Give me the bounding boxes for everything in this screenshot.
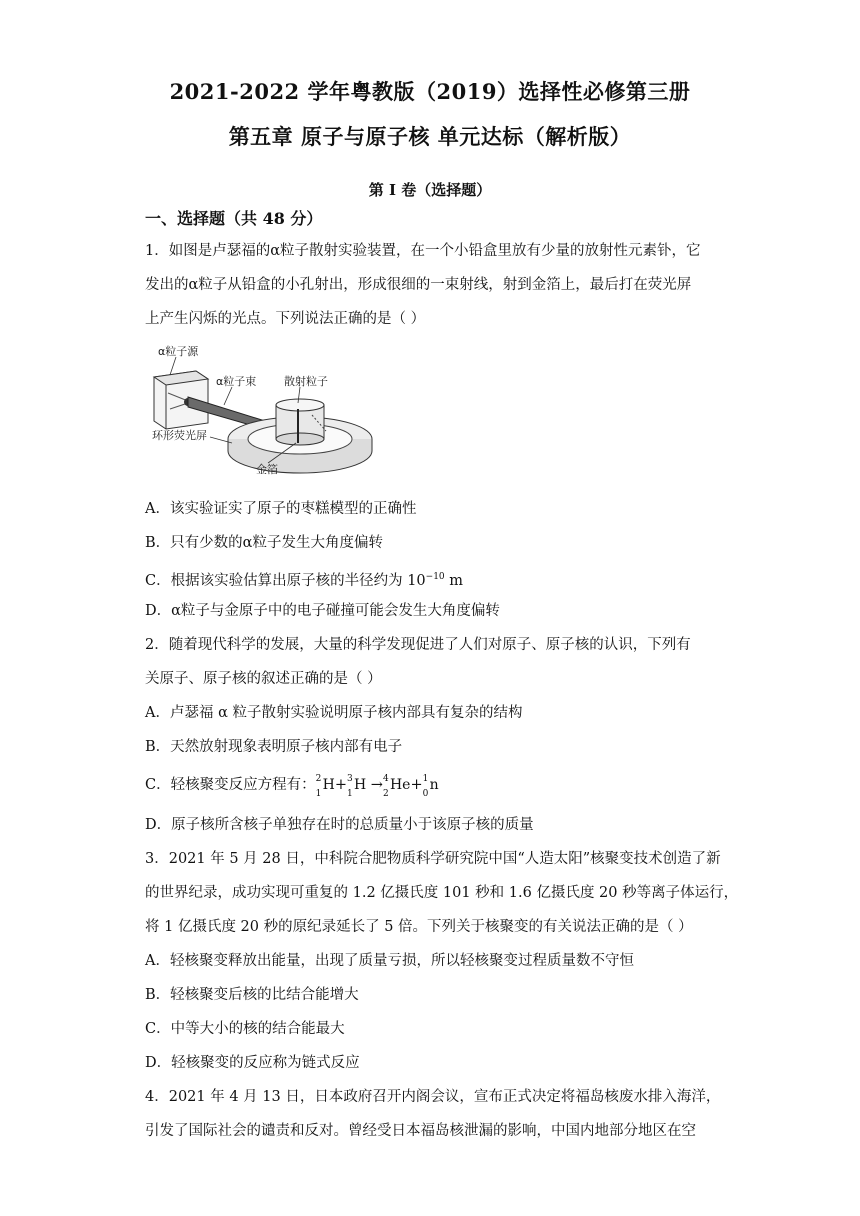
section-heading: 第 I 卷（选择题）: [368, 181, 492, 199]
q3-option-c: C．中等大小的核的结合能最大: [145, 1021, 345, 1037]
q4-line1: 4．2021 年 4 月 13 日，日本政府召开内阁会议，宣布正式决定将福岛核废水排入海洋，: [145, 1089, 721, 1105]
q3-line2: 的世界纪录，成功实现可重复的 1.2 亿摄氏度 101 秒和 1.6 亿摄氏度 20 秒等离子体运行，: [145, 885, 739, 901]
q2-option-c: C．轻核聚变反应方程有： 2 1 H+ 3 1 H → 4 2 He+ 1 0 n: [145, 774, 439, 799]
q1-option-b: B．只有少数的α粒子发生大角度偏转: [145, 535, 383, 551]
reaction-arrow: →: [370, 777, 383, 793]
nuclide-h3: 3 1 H: [346, 774, 367, 799]
q2-line1: 2．随着现代科学的发展，大量的科学发现促进了人们对原子、原子核的认识，下列有: [145, 637, 691, 653]
q3-option-a: A．轻核聚变释放出能量，出现了质量亏损，所以轻核聚变过程质量数不守恒: [145, 953, 634, 969]
label-screen: 环形荧光屏: [152, 429, 207, 442]
q1-option-a: A．该实验证实了原子的枣糕模型的正确性: [145, 501, 417, 517]
foil-cylinder-shape: [276, 399, 326, 445]
document-title-line2: 第五章 原子与原子核 单元达标（解析版）: [228, 124, 632, 149]
q2-option-b: B．天然放射现象表明原子核内部有电子: [145, 739, 403, 755]
q2-line2: 关原子、原子核的叙述正确的是（ ）: [145, 671, 382, 687]
nuclide-n1: 1 0 n: [422, 774, 439, 799]
q2-option-a: A．卢瑟福 α 粒子散射实验说明原子核内部具有复杂的结构: [145, 705, 523, 721]
document-title-line1: 2021-2022 学年粤教版（2019）选择性必修第三册: [169, 79, 691, 104]
q3-option-d: D．轻核聚变的反应称为链式反应: [145, 1055, 360, 1071]
q1-option-c-text: C．根据该实验估算出原子核的半径约为 10: [145, 572, 426, 589]
nuclide-he4: 4 2 He: [382, 774, 411, 799]
q3-line3: 将 1 亿摄氏度 20 秒的原纪录延长了 5 倍。下列关于核聚变的有关说法正确的是（ ）: [145, 919, 693, 935]
label-beam: α粒子束: [216, 375, 257, 388]
q1-option-c-unit: m: [444, 572, 464, 589]
source-box-shape: [154, 371, 208, 429]
q3-line1: 3．2021 年 5 月 28 日，中科院合肥物质科学研究院中国“人造太阳”核聚变技术创造了新: [145, 851, 721, 867]
part-heading: 一、选择题（共 48 分）: [145, 209, 323, 228]
label-scatter: 散射粒子: [284, 375, 328, 388]
q1-option-c: [145, 567, 463, 591]
q2-option-d: D．原子核所含核子单独存在时的总质量小于该原子核的质量: [145, 817, 534, 833]
label-foil: 金箔: [256, 463, 278, 476]
q1-line3: 上产生闪烁的光点。下列说法正确的是（ ）: [145, 311, 426, 327]
rutherford-apparatus-figure: [148, 343, 380, 480]
q1-line1: 1．如图是卢瑟福的α粒子散射实验装置，在一个小铅盒里放有少量的放射性元素钋，它: [145, 243, 701, 259]
q1-option-c-exponent: −10: [425, 572, 445, 582]
nuclide-h2: 2 1 H: [315, 774, 335, 799]
q4-line2: 引发了国际社会的谴责和反对。曾经受日本福岛核泄漏的影响，中国内地部分地区在空: [145, 1123, 696, 1139]
q1-option-d: D．α粒子与金原子中的电子碰撞可能会发生大角度偏转: [145, 603, 500, 619]
q1-line2: 发出的α粒子从铅盒的小孔射出，形成很细的一束射线，射到金箔上，最后打在荧光屏: [145, 277, 692, 293]
label-source: α粒子源: [158, 345, 199, 358]
q3-option-b: B．轻核聚变后核的比结合能增大: [145, 987, 359, 1003]
q2-option-c-text: C．轻核聚变反应方程有：: [145, 777, 316, 793]
